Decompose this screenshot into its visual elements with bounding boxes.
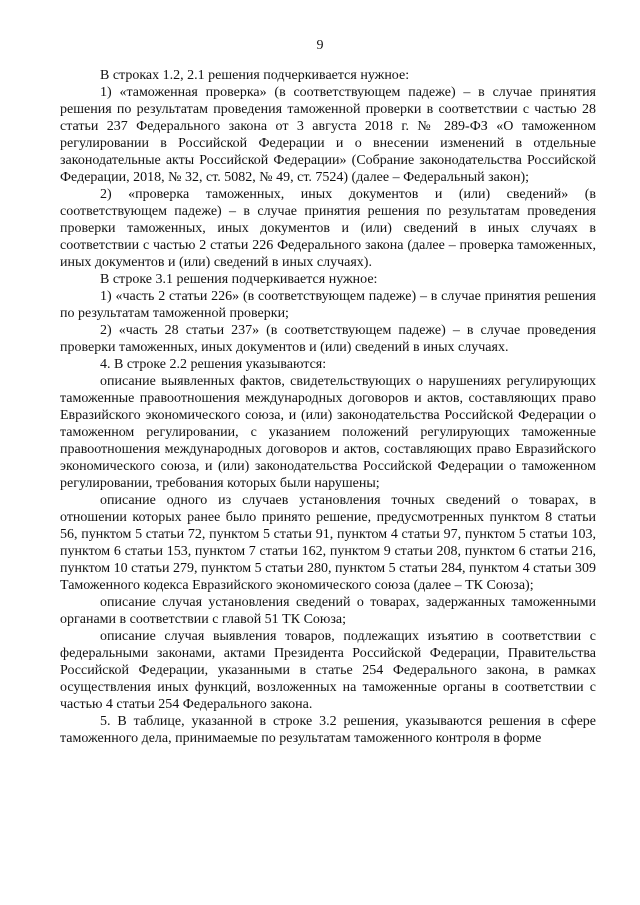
page-number: 9	[316, 38, 324, 53]
paragraph-goods-information-cases: описание одного из случаев установления точных сведений о товарах, в отношении которых ранее было принято решение, предусмотренных пунктом 8 статьи 56, пунктом 5 статьи 72, пунктом 5 статьи 91, пунктом 4 статьи 97, пунктом 5 статьи 103, пунктом 6 статьи 153, пунктом 7 статьи 162, пунктом 9 статьи 208, пунктом 6 статьи 216, пунктом 10 статьи 279, пунктом 5 статьи 280, пунктом 5 статьи 284, пунктом 4 статьи 309 Таможенного кодекса Евразийского экономического союза (далее – ТК Союза);	[60, 493, 596, 593]
paragraph-item-4-heading: 4. В строке 2.2 решения указываются:	[100, 357, 327, 372]
document-body	[60, 67, 596, 747]
paragraph-seized-goods: описание случая выявления товаров, подлежащих изъятию в соответствии с федеральными законами, актами Президента Российской Федерации, Правительства Российской Федерации, указанными в статье 254 Федерального закона, в рамках осуществления иных функций, возложенных на таможенные органы в соответствии с частью 4 статьи 254 Федерального закона.	[60, 629, 596, 712]
paragraph-line-3-1-intro: В строке 3.1 решения подчеркивается нужное:	[100, 272, 378, 287]
paragraph-document-check: 2) «проверка таможенных, иных документов и (или) сведений» (в соответствующем падеже) – в случае принятия решения по результатам проведения проверки таможенных, иных документов и (или) сведений в иных случаях в соответствии с частью 2 статьи 226 Федерального закона (далее – проверка таможенных, иных документов и (или) сведений в иных случаях).	[60, 187, 596, 270]
paragraph-item-5-table: 5. В таблице, указанной в строке 3.2 решения, указываются решения в сфере таможенного дела, принимаемые по результатам таможенного контроля в форме	[60, 714, 596, 746]
paragraph-detained-goods: описание случая установления сведений о товарах, задержанных таможенными органами в соответствии с главой 51 ТК Союза;	[60, 595, 596, 627]
paragraph-lines-1-2-2-1-intro: В строках 1.2, 2.1 решения подчеркивается нужное:	[100, 68, 410, 83]
paragraph-customs-inspection: 1) «таможенная проверка» (в соответствующем падеже) – в случае принятия решения по результатам проведения таможенной проверки в соответствии с частью 28 статьи 237 Федерального закона от 3 августа 2018 г. № 289-ФЗ «О таможенном регулировании в Российской Федерации и о внесении изменений в отдельные законодательные акты Российской Федерации» (Собрание законодательства Российской Федерации, 2018, № 32, ст. 5082, № 49, ст. 7524) (далее – Федеральный закон);	[60, 85, 596, 185]
paragraph-part-2-article-226: 1) «часть 2 статьи 226» (в соответствующем падеже) – в случае принятия решения по результатам таможенной проверки;	[60, 289, 596, 321]
paragraph-violations-description: описание выявленных фактов, свидетельствующих о нарушениях регулирующих таможенные правоотношения международных договоров и актов, составляющих право Евразийского экономического союза, и (или) законодательства Российской Федерации о таможенном регулировании, с указанием положений регулирующих таможенные правоотношения международных договоров и актов, составляющих право Евразийского экономического союза, и (или) законодательства Российской Федерации о таможенном регулировании, требования которых были нарушены;	[60, 374, 596, 491]
paragraph-part-28-article-237: 2) «часть 28 статьи 237» (в соответствующем падеже) – в случае проведения проверки таможенных, иных документов и (или) сведений в иных случаях.	[60, 323, 596, 355]
